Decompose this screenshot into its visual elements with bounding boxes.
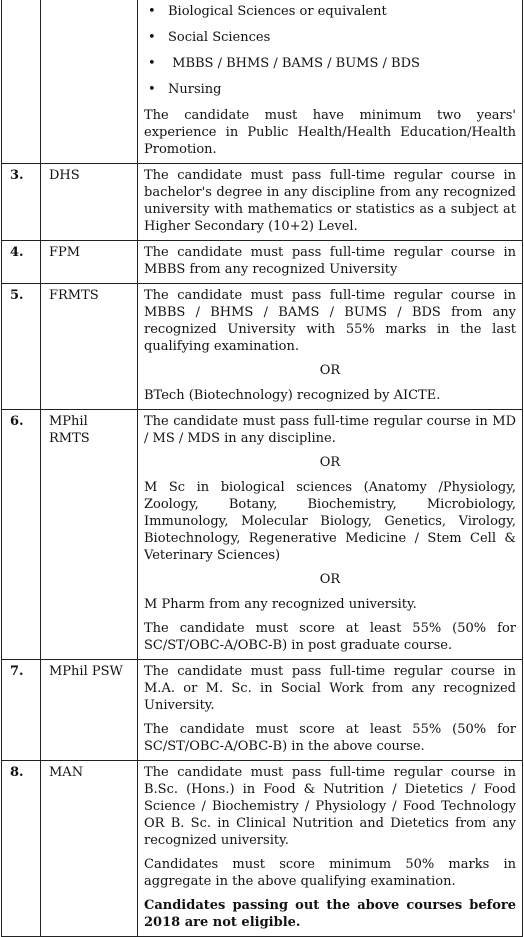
bullet-icon: •	[148, 30, 156, 45]
table-row	[2, 0, 523, 164]
program-name: MAN	[41, 761, 138, 937]
program-name: FPM	[41, 241, 138, 284]
row-number: 5.	[2, 284, 41, 410]
row-number	[2, 0, 41, 164]
eligibility-table-body	[2, 0, 523, 937]
criteria-text: The candidate must score at least 55% (50% for SC/ST/OBC-A/OBC-B) in post graduate course.	[144, 621, 516, 653]
list-item-text: Social Sciences	[168, 30, 271, 45]
list-item	[148, 29, 516, 46]
bullet-icon: •	[148, 56, 156, 71]
table-row	[2, 164, 523, 241]
row-number: 6.	[2, 410, 41, 660]
criteria-text: The candidate must pass full-time regular course in MBBS / BHMS / BAMS / BUMS / BDS from any recognized University with 55% marks in the last qualifying examination.	[144, 288, 516, 354]
criteria-text: The candidate must pass full-time regular course in MD / MS / MDS in any discipline.	[144, 414, 516, 446]
table-row	[2, 660, 523, 761]
eligibility-criteria	[138, 660, 523, 761]
criteria-text: M Pharm from any recognized university.	[144, 597, 417, 612]
or-separator: OR	[319, 363, 341, 378]
or-separator: OR	[319, 572, 341, 587]
criteria-text: The candidate must score at least 55% (50% for SC/ST/OBC-A/OBC-B) in the above course.	[144, 722, 516, 754]
program-name: MPhil PSW	[41, 660, 138, 761]
row-number: 7.	[2, 660, 41, 761]
bullet-icon: •	[148, 82, 156, 97]
list-item-text: Nursing	[168, 82, 222, 97]
criteria-text: The candidate must pass full-time regular course in MBBS from any recognized University	[144, 245, 516, 277]
eligibility-table	[1, 0, 523, 937]
criteria-text: BTech (Biotechnology) recognized by AICTE.	[144, 388, 441, 403]
eligibility-criteria	[138, 0, 523, 164]
eligibility-criteria	[138, 761, 523, 937]
table-row	[2, 761, 523, 937]
criteria-text: Candidates must score minimum 50% marks in aggregate in the above qualifying examination.	[144, 857, 516, 889]
eligibility-criteria	[138, 241, 523, 284]
row-number: 3.	[2, 164, 41, 241]
qualification-list	[144, 3, 516, 98]
program-name: DHS	[41, 164, 138, 241]
list-item-text: MBBS / BHMS / BAMS / BUMS / BDS	[168, 56, 420, 71]
table-row	[2, 410, 523, 660]
eligibility-criteria	[138, 410, 523, 660]
list-item	[148, 55, 516, 72]
criteria-text: The candidate must pass full-time regular course in bachelor's degree in any discipline from any recognized university with mathematics or statistics as a subject at Higher Secondary (10+2) Level.	[144, 168, 516, 234]
eligibility-note: Candidates passing out the above courses before 2018 are not eligible.	[144, 898, 516, 930]
bullet-icon: •	[148, 4, 156, 19]
list-item	[148, 81, 516, 98]
row-number: 8.	[2, 761, 41, 937]
criteria-text: The candidate must have minimum two years' experience in Public Health/Health Education/Health Promotion.	[144, 108, 516, 157]
criteria-text: The candidate must pass full-time regular course in M.A. or M. Sc. in Social Work from any recognized University.	[144, 664, 516, 713]
criteria-text: The candidate must pass full-time regular course in B.Sc. (Hons.) in Food & Nutrition / Dietetics / Food Science / Biochemistry / Physiology / Food Technology OR B. Sc. in Clinical Nutrition and Dietetics from any recognized university.	[144, 765, 516, 848]
list-item	[148, 3, 516, 20]
program-name	[41, 0, 138, 164]
program-name: MPhil RMTS	[41, 410, 138, 660]
eligibility-criteria	[138, 164, 523, 241]
list-item-text: Biological Sciences or equivalent	[168, 4, 387, 19]
eligibility-criteria	[138, 284, 523, 410]
table-row	[2, 241, 523, 284]
or-separator: OR	[319, 455, 341, 470]
row-number: 4.	[2, 241, 41, 284]
table-row	[2, 284, 523, 410]
program-name: FRMTS	[41, 284, 138, 410]
criteria-text: M Sc in biological sciences (Anatomy /Physiology, Zoology, Botany, Biochemistry, Microbiology, Immunology, Molecular Biology, Genetics, Virology, Biotechnology, Regenerative Medicine / Stem Cell & Veterinary Sciences)	[144, 480, 516, 563]
